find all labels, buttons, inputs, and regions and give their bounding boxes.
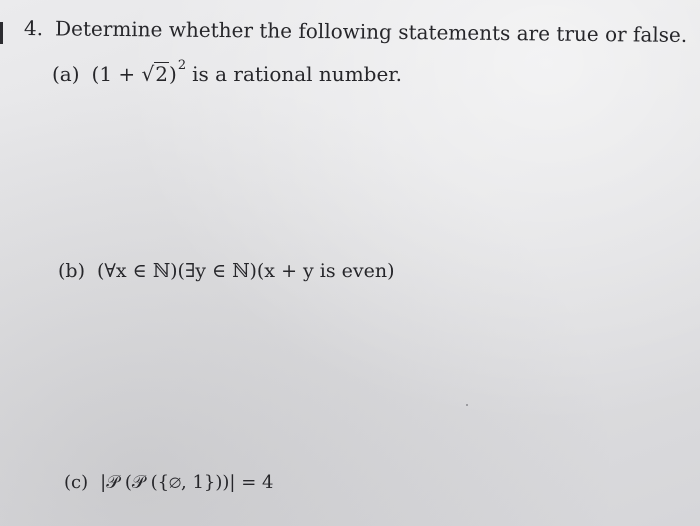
part-b-label: (b) [58,260,85,282]
radical-sign: √ [141,62,155,86]
problem-instruction: Determine whether the following statements are true or false. [54,16,688,47]
part-c-label: (c) [64,472,89,493]
part-a-label: (a) [52,62,80,86]
part-b [58,260,395,282]
part-a-exponent: 2 [177,58,187,73]
part-b-statement: (∀x ∈ ℕ)(∃y ∈ ℕ)(x + y is even) [97,260,395,282]
square-root [142,62,169,86]
paper-speck [466,404,468,406]
radicand: 2 [155,62,169,86]
problem-heading [24,16,687,47]
part-a-close-paren: ) [169,62,177,86]
part-a-expression [91,58,187,86]
part-c [64,472,273,493]
part-c-statement: |𝒫 (𝒫 ({∅, 1}))| = 4 [100,472,274,493]
problem-number: 4. [23,16,44,41]
part-a-open-paren: (1 + [91,62,142,86]
margin-mark [0,22,3,44]
part-a-text: is a rational number. [192,62,403,86]
part-a [52,58,402,86]
